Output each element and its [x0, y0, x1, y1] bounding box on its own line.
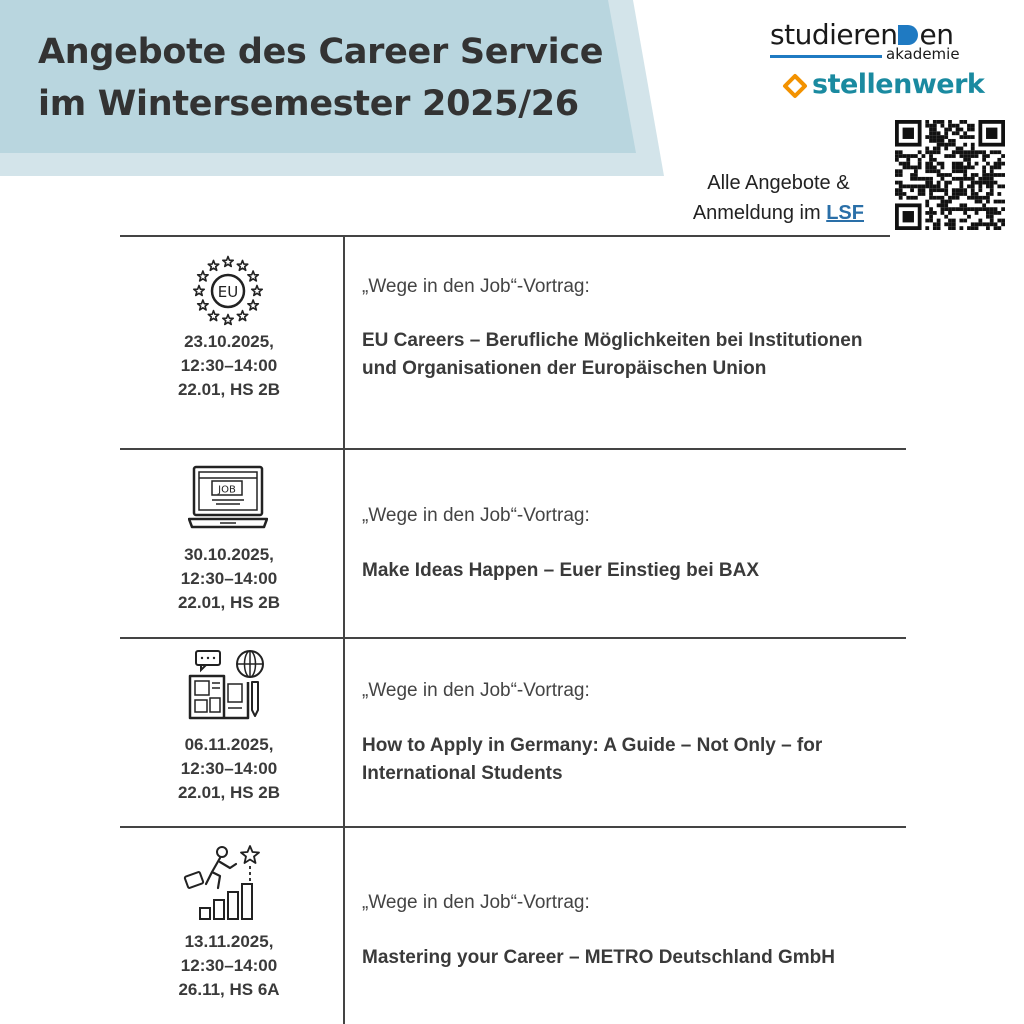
event-time: 12:30–14:00: [180, 956, 278, 975]
event-date-block: [120, 543, 338, 615]
page-title-line1: Angebote des Career Service: [38, 32, 604, 72]
registration-line2: [693, 198, 864, 228]
stellenwerk-mark-icon: [782, 73, 808, 99]
qr-code-icon[interactable]: [895, 120, 1005, 230]
column-divider: [343, 236, 345, 1024]
event-date: 13.11.2025,: [184, 932, 274, 951]
career-ladder-icon: [182, 842, 262, 922]
event-date-block: [120, 330, 338, 402]
event-time: 12:30–14:00: [180, 759, 278, 778]
row-divider: [120, 448, 906, 450]
event-topic: Mastering your Career – METRO Deutschland GmbH: [362, 947, 835, 968]
svg-text:JOB: JOB: [218, 484, 236, 496]
registration-prefix: Anmeldung im: [692, 202, 821, 224]
row-divider: [120, 826, 906, 828]
event-room: 26.11, HS 6A: [178, 980, 280, 999]
lsf-link[interactable]: LSF: [826, 202, 864, 224]
event-date: 23.10.2025,: [184, 332, 274, 351]
studierendenakademie-logo: [770, 18, 980, 68]
d-mark-icon: [898, 25, 918, 45]
logo-word-a: studieren: [770, 18, 898, 51]
eu-stars-icon: [192, 255, 264, 327]
event-intro: „Wege in den Job“-Vortrag:: [362, 680, 590, 701]
logo-underline: [770, 55, 882, 58]
event-date-block: [120, 930, 338, 1002]
event-topic: EU Careers – Berufliche Möglichkeiten bei Institutionen und Organisationen der Europäischen Union: [362, 330, 863, 379]
event-date-block: [120, 733, 338, 805]
event-intro: „Wege in den Job“-Vortrag:: [362, 276, 590, 297]
event-intro: „Wege in den Job“-Vortrag:: [362, 892, 590, 913]
event-room: 22.01, HS 2B: [177, 380, 281, 399]
international-guide-icon: [186, 648, 268, 724]
event-intro: „Wege in den Job“-Vortrag:: [362, 505, 590, 526]
page-title: [38, 26, 603, 130]
event-room: 22.01, HS 2B: [177, 593, 281, 612]
row-divider: [120, 637, 906, 639]
event-room: 22.01, HS 2B: [177, 783, 281, 802]
page-title-line2: im Wintersemester 2025/26: [38, 84, 579, 124]
registration-hint: [693, 168, 864, 228]
event-date: 06.11.2025,: [184, 735, 274, 754]
event-topic: How to Apply in Germany: A Guide – Not Only – for International Students: [362, 735, 823, 784]
svg-text:EU: EU: [217, 283, 239, 301]
logo-word-b: en: [919, 18, 954, 51]
laptop-job-icon: [188, 464, 268, 532]
event-date: 30.10.2025,: [184, 545, 274, 564]
table-top-divider: [120, 235, 890, 237]
akademie-text: akademie: [886, 45, 960, 63]
event-topic: Make Ideas Happen – Euer Einstieg bei BAX: [362, 560, 760, 581]
registration-line1: Alle Angebote &: [707, 172, 850, 194]
event-time: 12:30–14:00: [180, 569, 278, 588]
stellenwerk-wordmark: stellenwerk: [812, 69, 985, 100]
event-time: 12:30–14:00: [180, 356, 278, 375]
